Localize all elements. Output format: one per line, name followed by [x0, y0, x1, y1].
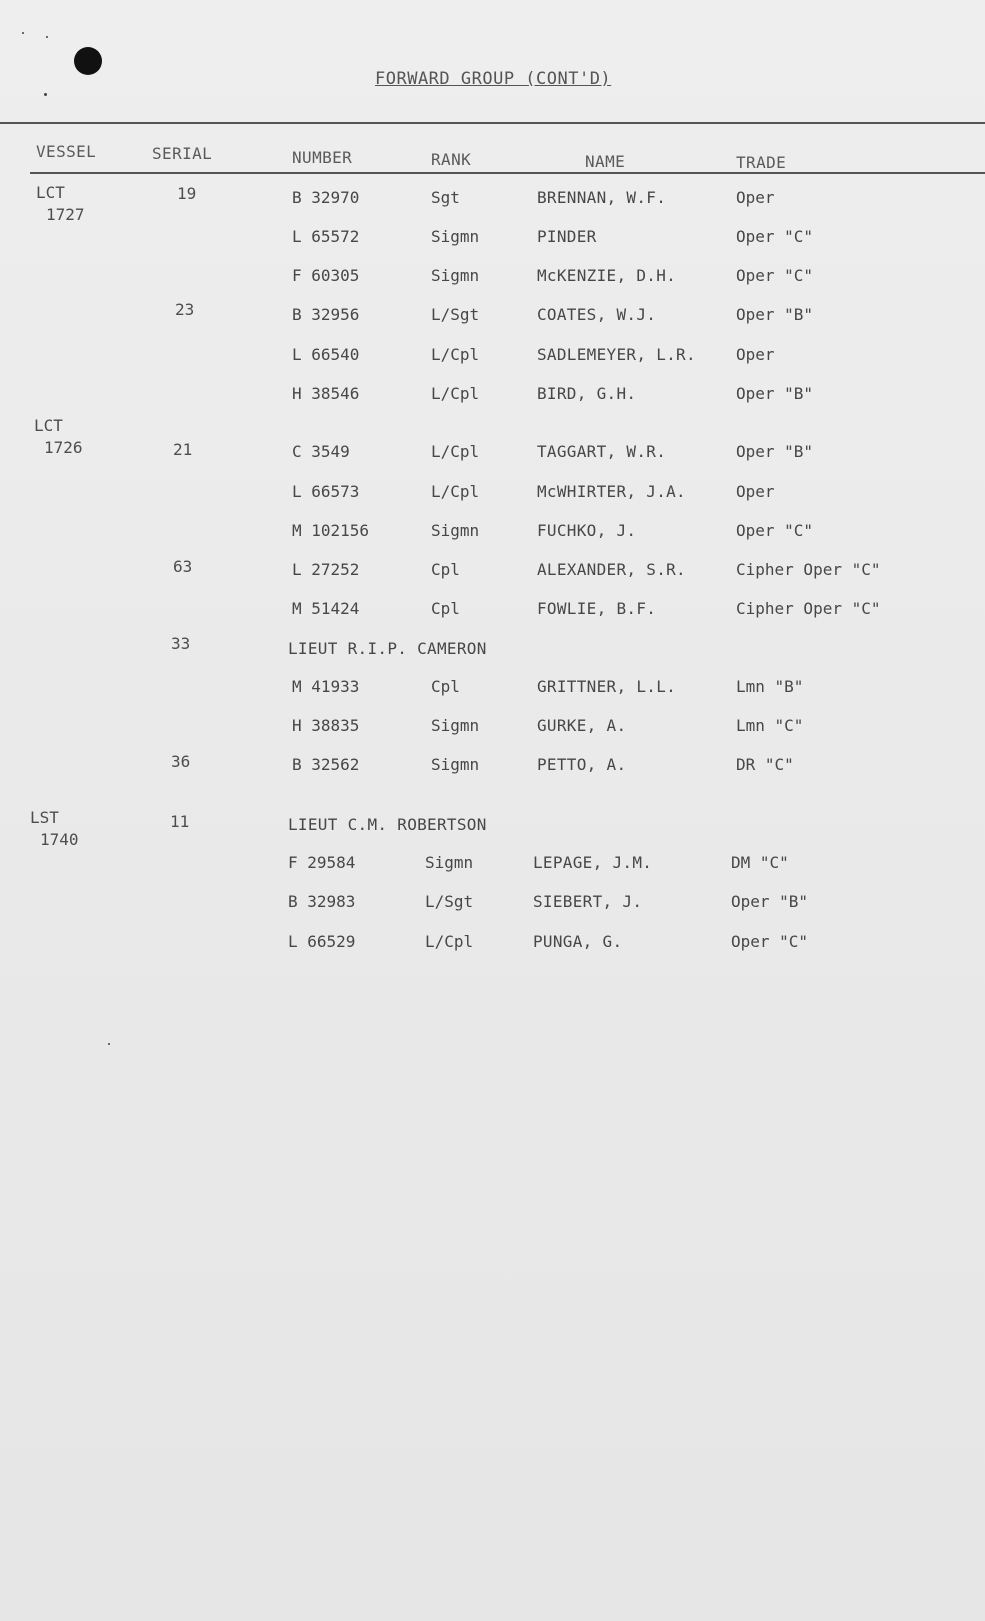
trade: Oper [736, 345, 775, 364]
person-name: SADLEMEYER, L.R. [537, 345, 696, 364]
person-name: TAGGART, W.R. [537, 442, 667, 461]
service-number: B 32956 [292, 305, 360, 324]
person-name: PETTO, A. [537, 755, 627, 774]
rank: L/Cpl [431, 384, 480, 403]
service-number: F 60305 [292, 266, 360, 285]
person-name: FUCHKO, J. [537, 521, 637, 540]
header-rule-top [0, 122, 985, 124]
personnel-row [0, 482, 985, 506]
rank: L/Cpl [431, 442, 480, 461]
trade: Lmn "C" [736, 716, 804, 735]
rank: Sigmn [425, 853, 474, 872]
person-name: McWHIRTER, J.A. [537, 482, 686, 501]
page-title: FORWARD GROUP (CONT'D) [375, 69, 612, 89]
person-name: LEPAGE, J.M. [533, 853, 653, 872]
person-name: SIEBERT, J. [533, 892, 643, 911]
punch-hole [74, 47, 102, 75]
person-name: McKENZIE, D.H. [537, 266, 677, 285]
service-number: C 3549 [292, 442, 350, 461]
trade: Oper [736, 188, 775, 207]
personnel-row [0, 521, 985, 545]
person-name: ALEXANDER, S.R. [537, 560, 686, 579]
personnel-row [0, 677, 985, 701]
trade: Cipher Oper "C" [736, 599, 881, 618]
serial-number: 21 [173, 440, 193, 459]
service-number: H 38546 [292, 384, 360, 403]
vessel-type: LST [30, 808, 59, 827]
rank: L/Cpl [431, 345, 480, 364]
service-number: L 66540 [292, 345, 360, 364]
rank: Sigmn [431, 755, 480, 774]
vessel-id: 1740 [40, 830, 79, 849]
trade: Oper "B" [736, 442, 814, 461]
rank: Cpl [431, 599, 460, 618]
rank: Cpl [431, 560, 460, 579]
rank: L/Cpl [425, 932, 474, 951]
trade: Cipher Oper "C" [736, 560, 881, 579]
header-rule-bottom [30, 172, 985, 174]
trade: Oper "B" [736, 305, 814, 324]
rank: Cpl [431, 677, 460, 696]
service-number: L 27252 [292, 560, 360, 579]
column-header-vessel: VESSEL [36, 142, 97, 161]
serial-number: 63 [173, 557, 193, 576]
column-header-number: NUMBER [292, 148, 353, 167]
trade: Oper "C" [731, 932, 809, 951]
personnel-row [0, 305, 985, 329]
trade: Oper "B" [731, 892, 809, 911]
service-number: M 51424 [292, 599, 360, 618]
personnel-row [0, 188, 985, 212]
trade: Oper "C" [736, 227, 814, 246]
rank: Sigmn [431, 521, 480, 540]
trade: Oper "B" [736, 384, 814, 403]
personnel-row [0, 266, 985, 290]
column-header-rank: RANK [431, 150, 472, 169]
person-name: BRENNAN, W.F. [537, 188, 667, 207]
personnel-row [0, 892, 985, 916]
trade: Oper "C" [736, 266, 814, 285]
paper-speck [22, 32, 24, 34]
personnel-row [0, 384, 985, 408]
column-header-serial: SERIAL [152, 144, 213, 163]
personnel-row [0, 755, 985, 779]
personnel-row [0, 599, 985, 623]
serial-number: 19 [177, 184, 197, 203]
service-number: B 32562 [292, 755, 360, 774]
person-name: PUNGA, G. [533, 932, 623, 951]
personnel-row [0, 932, 985, 956]
service-number: F 29584 [288, 853, 356, 872]
personnel-row [0, 716, 985, 740]
service-number: B 32970 [292, 188, 360, 207]
vessel-type: LCT [36, 183, 65, 202]
rank: Sigmn [431, 266, 480, 285]
column-header-trade: TRADE [736, 153, 787, 172]
personnel-row [0, 345, 985, 369]
vessel-type: LCT [34, 416, 63, 435]
officer-entry: LIEUT C.M. ROBERTSON [288, 815, 487, 834]
rank: Sgt [431, 188, 460, 207]
paper-speck [46, 36, 48, 38]
trade: DR "C" [736, 755, 794, 774]
person-name: BIRD, G.H. [537, 384, 637, 403]
person-name: GURKE, A. [537, 716, 627, 735]
trade: DM "C" [731, 853, 789, 872]
service-number: L 66573 [292, 482, 360, 501]
person-name: COATES, W.J. [537, 305, 657, 324]
service-number: M 102156 [292, 521, 370, 540]
service-number: L 66529 [288, 932, 356, 951]
service-number: M 41933 [292, 677, 360, 696]
rank: L/Sgt [431, 305, 480, 324]
personnel-row [0, 560, 985, 584]
paper-speck [108, 1043, 110, 1045]
column-header-name: NAME [585, 152, 626, 171]
personnel-row [0, 227, 985, 251]
vessel-label [30, 807, 79, 851]
service-number: H 38835 [292, 716, 360, 735]
paper-speck [44, 93, 47, 96]
vessel-id: 1727 [46, 205, 85, 224]
trade: Oper [736, 482, 775, 501]
serial-number: 23 [175, 300, 195, 319]
person-name: GRITTNER, L.L. [537, 677, 677, 696]
trade: Lmn "B" [736, 677, 804, 696]
trade: Oper "C" [736, 521, 814, 540]
personnel-row [0, 853, 985, 877]
serial-number: 33 [171, 634, 191, 653]
service-number: B 32983 [288, 892, 356, 911]
rank: Sigmn [431, 227, 480, 246]
rank: Sigmn [431, 716, 480, 735]
personnel-row [0, 442, 985, 466]
person-name: PINDER [537, 227, 597, 246]
rank: L/Cpl [431, 482, 480, 501]
person-name: FOWLIE, B.F. [537, 599, 657, 618]
serial-number: 36 [171, 752, 191, 771]
serial-number: 11 [170, 812, 190, 831]
rank: L/Sgt [425, 892, 474, 911]
officer-entry: LIEUT R.I.P. CAMERON [288, 639, 487, 658]
service-number: L 65572 [292, 227, 360, 246]
vessel-id: 1726 [44, 438, 83, 457]
